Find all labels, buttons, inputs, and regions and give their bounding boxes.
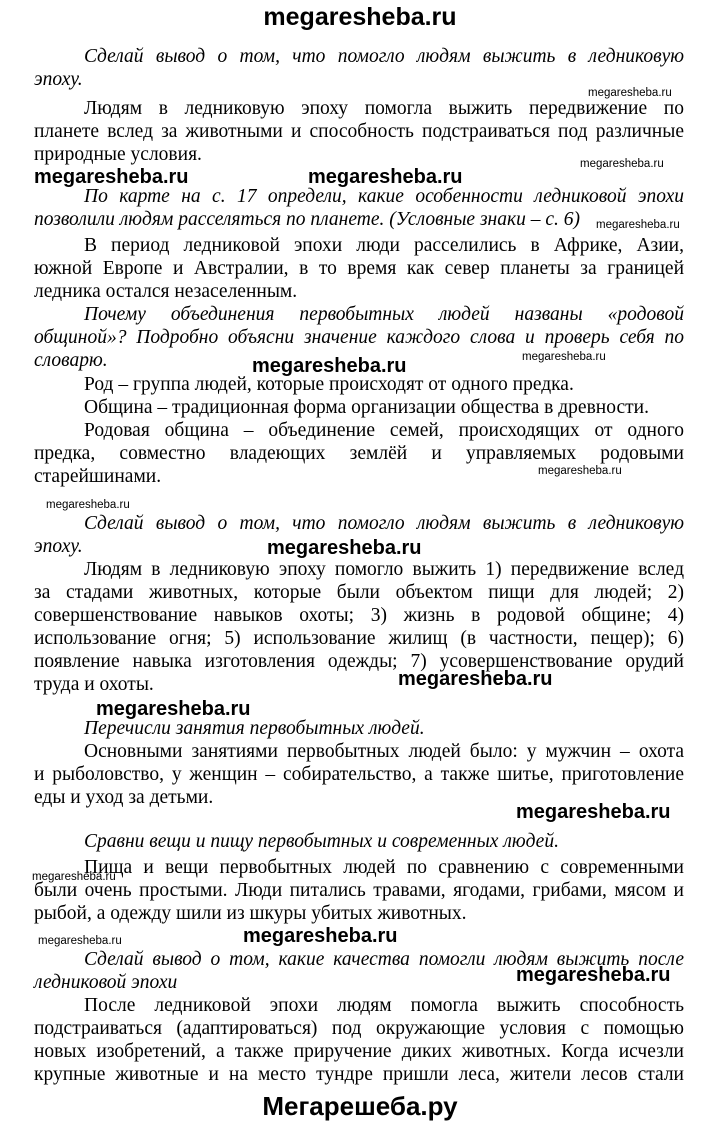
question-text: общиной»? Подробно объясни значение каждого слова и проверь себя по	[34, 327, 684, 348]
question-text: позволили людям расселяться по планете. (Условные знаки – с. 6)	[34, 209, 580, 230]
question-text: Сделай вывод о том, что помогло людям выжить в ледниковую	[84, 513, 684, 534]
answer-text: подстраиваться (адаптироваться) под окружающие условия с помощью	[34, 1018, 684, 1039]
answer-text: за стадами животных, которые были объектом пищи для людей; 2)	[34, 582, 684, 603]
site-footer-title: Мегарешеба.ру	[262, 1091, 458, 1121]
answer-text: и рыболовство, у женщин – собирательство, а также шитье, приготовление	[34, 764, 684, 785]
answer-text: природные условия.	[34, 144, 202, 165]
answer-text: появление навыка изготовления одежды; 7) усовершенствование орудий	[34, 651, 684, 672]
watermark-large: megaresheba.ru	[252, 355, 407, 377]
answer-text: труда и охоты.	[34, 674, 154, 695]
question-text: По карте на с. 17 определи, какие особенности ледниковой эпохи	[84, 186, 684, 207]
watermark-small: megaresheba.ru	[580, 158, 664, 170]
answer-text: предка, совместно владеющих землёй и управляемых родовыми	[34, 443, 684, 464]
answer-text: После ледниковой эпохи людям помогла выжить способность	[84, 995, 684, 1016]
answer-text: Община – традиционная форма организации общества в древности.	[84, 397, 649, 418]
watermark-large: megaresheba.ru	[34, 166, 189, 188]
site-header-title: megaresheba.ru	[263, 3, 457, 31]
answer-text: ледника остался незаселенным.	[34, 281, 298, 302]
answer-text: крупные животные и на место тундре пришли леса, жители лесов стали	[34, 1064, 684, 1085]
answer-text: совершенствование навыков охоты; 3) жизнь в родовой общине; 4)	[34, 605, 684, 626]
watermark-large: megaresheba.ru	[398, 668, 553, 690]
watermark-large: megaresheba.ru	[308, 166, 463, 188]
answer-text: Род – группа людей, которые происходят от одного предка.	[84, 374, 574, 395]
answer-text: еды и уход за детьми.	[34, 787, 214, 808]
watermark-large: megaresheba.ru	[96, 698, 251, 720]
watermark-large: megaresheba.ru	[516, 964, 671, 986]
question-text: словарю.	[34, 350, 108, 371]
answer-text: были очень простыми. Люди питались травами, ягодами, грибами, мясом и	[34, 880, 684, 901]
watermark-small: megaresheba.ru	[588, 87, 672, 99]
answer-text: использование огня; 5) использование жилищ (в частности, пещер); 6)	[34, 628, 684, 649]
watermark-small: megaresheba.ru	[538, 465, 622, 477]
watermark-small: megaresheba.ru	[38, 935, 122, 947]
answer-text: В период ледниковой эпохи люди расселились в Африке, Азии,	[84, 235, 684, 256]
answer-text: Родовая община – объединение семей, происходящих от одного	[84, 420, 684, 441]
watermark-small: megaresheba.ru	[32, 871, 116, 883]
watermark-large: megaresheba.ru	[243, 925, 398, 947]
answer-text: планете вслед за животными и способность подстраиваться под различные	[34, 121, 684, 142]
question-text: Почему объединения первобытных людей названы «родовой	[84, 304, 684, 325]
answer-text: Людям в ледниковую эпоху помогло выжить 1) передвижение вслед	[84, 559, 684, 580]
question-text: ледниковой эпохи	[34, 972, 178, 993]
watermark-large: megaresheba.ru	[516, 801, 671, 823]
answer-text: Основными занятиями первобытных людей было: у мужчин – охота	[84, 741, 684, 762]
answer-text: старейшинами.	[34, 466, 162, 487]
answer-text: южной Европе и Австралии, в то время как север планеты за границей	[34, 258, 684, 279]
watermark-small: megaresheba.ru	[596, 219, 680, 231]
answer-text: новых изобретений, а также приручение диких животных. Когда исчезли	[34, 1041, 684, 1062]
question-text: Сделай вывод о том, что помогло людям выжить в ледниковую	[84, 46, 684, 67]
answer-text: Пища и вещи первобытных людей по сравнению с современными	[84, 857, 684, 878]
answer-text: Людям в ледниковую эпоху помогла выжить передвижение по	[84, 98, 684, 119]
question-text: Сравни вещи и пищу первобытных и современных людей.	[84, 831, 559, 852]
question-text: эпоху.	[34, 536, 83, 557]
question-text: Перечисли занятия первобытных людей.	[84, 718, 425, 739]
question-text: Сделай вывод о том, какие качества помогли людям выжить после	[84, 949, 684, 970]
answer-text: рыбой, а одежду шили из шкуры убитых животных.	[34, 903, 467, 924]
watermark-large: megaresheba.ru	[267, 537, 422, 559]
question-text: эпоху.	[34, 69, 83, 90]
watermark-small: megaresheba.ru	[522, 351, 606, 363]
watermark-small: megaresheba.ru	[46, 499, 130, 511]
